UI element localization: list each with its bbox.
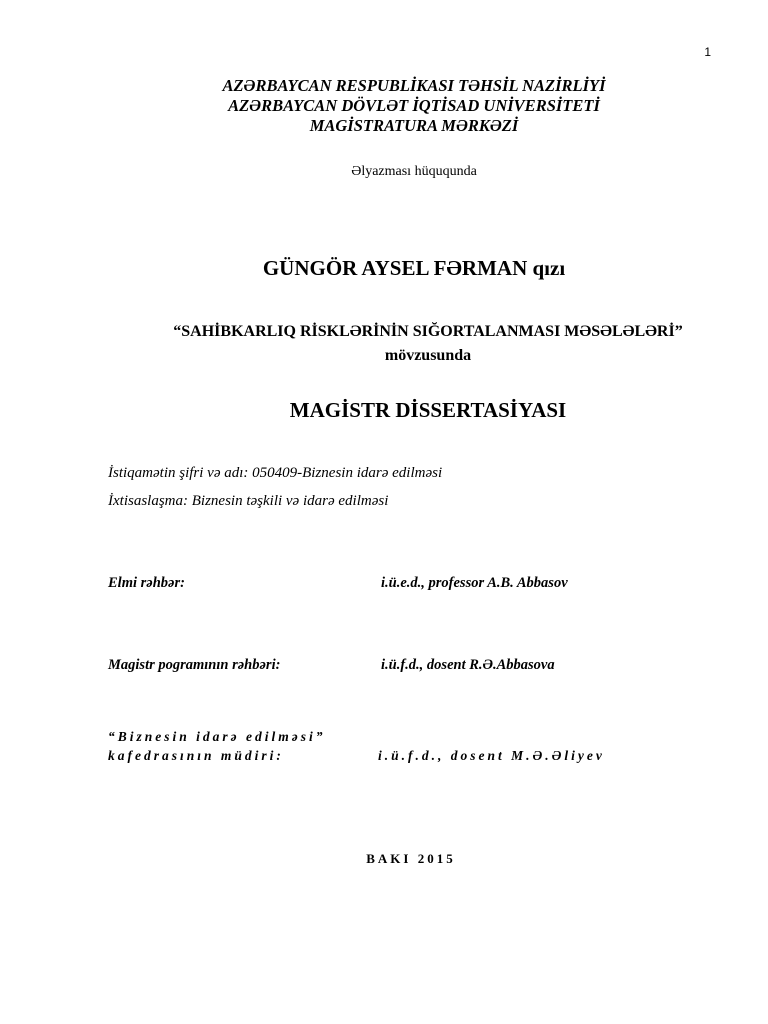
center-name: MAGİSTRATURA MƏRKƏZİ	[309, 116, 519, 135]
direction-code: İstiqamətin şifri və adı: 050409-Biznesin idarə edilməsi	[108, 465, 443, 481]
program-head-role: Magistr pogramının rəhbəri:	[108, 657, 281, 673]
department-head-role-line1: “Biznesin idarə edilməsi”	[108, 729, 326, 744]
author-name: GÜNGÖR AYSEL FƏRMAN qızı	[262, 256, 566, 280]
ministry-name: AZƏRBAYCAN RESPUBLİKASI TƏHSİL NAZİRLİYİ	[222, 76, 606, 95]
program-head-name: i.ü.f.d., dosent R.Ə.Abbasova	[381, 657, 555, 673]
thesis-topic-suffix: mövzusunda	[384, 347, 472, 364]
department-head-role-line2: kafedrasının müdiri:	[108, 748, 284, 763]
department-head-name: i.ü.f.d., dosent M.Ə.Əliyev	[378, 748, 605, 763]
manuscript-note: Əlyazması hüququnda	[351, 164, 477, 179]
document-type: MAGİSTR DİSSERTASİYASI	[289, 398, 567, 422]
supervisor-role: Elmi rəhbər:	[108, 575, 185, 591]
page-number: 1	[704, 45, 711, 59]
university-name: AZƏRBAYCAN DÖVLƏT İQTİSAD UNİVERSİTETİ	[228, 96, 600, 115]
thesis-topic: “SAHİBKARLIQ RİSKLƏRİNİN SIĞORTALANMASI MƏSƏLƏLƏRİ”	[173, 323, 683, 340]
specialization: İxtisaslaşma: Biznesin təşkili və idarə edilməsi	[108, 493, 389, 509]
city-year: BAKI 2015	[366, 851, 456, 866]
supervisor-name: i.ü.e.d., professor A.B. Abbasov	[381, 575, 568, 591]
